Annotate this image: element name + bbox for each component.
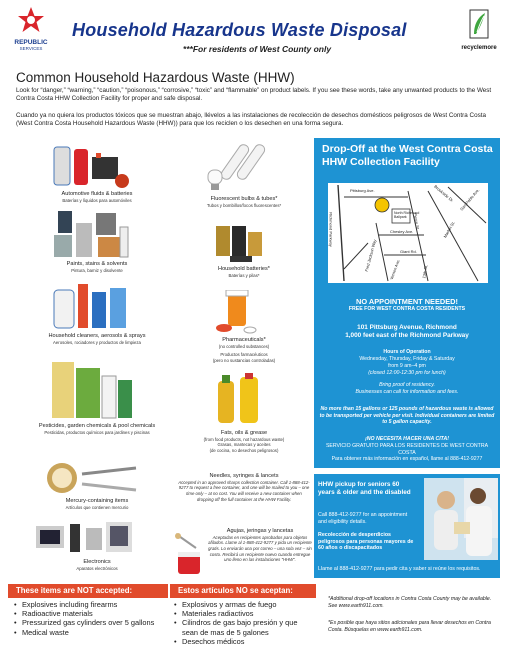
map-label-giant: Giant Rd. xyxy=(400,249,417,254)
item-fats-oils-sub3: (de cocina, no desechos peligrosos) xyxy=(209,447,279,453)
item-pesticides xyxy=(22,423,172,435)
item-fluorescent-sub: Tubos y bombillos/focos fluorescentes* xyxy=(206,202,282,208)
item-paints-sub: Pintura, barniz y disolvente xyxy=(71,267,123,273)
recycle-leaf-icon xyxy=(468,8,490,40)
es-gratuito: SERVICIO GRATUITO PARA LOS RESIDENTES DE WEST CONTRA COSTA xyxy=(325,443,489,456)
item-automotive-label: Automotive fluids & batteries xyxy=(61,191,133,197)
hours-lunch: (closed 12:00-12:30 pm for lunch) xyxy=(368,370,446,376)
es-no-cita: ¡NO NECESITA HACER UNA CITA! xyxy=(365,436,449,442)
note-english: *Additional drop-off locations in Contra Costa County may be available. See www.earth911.com. xyxy=(328,596,492,609)
es-info: Para obtener más información en español, llame al 888-412-9277 xyxy=(331,456,483,462)
no-se-aceptan-item: • Materiales radiactivos xyxy=(174,609,312,618)
logo-left-sub: SERVICES xyxy=(19,46,43,51)
item-household-batteries-sub: Baterías y pilas* xyxy=(228,272,260,278)
limit-text: No more than 15 gallons or 125 pounds of hazardous waste is allowed to be transported per vehicle per visit. Individual containers are limited to 5 gallon capacity. xyxy=(319,406,495,426)
cleaners-image xyxy=(52,282,132,330)
no-se-aceptan-item: • Desechos médicos xyxy=(174,637,312,646)
senior-photo xyxy=(424,478,498,560)
senior-es-title: Recolección de desperdicios peligrosos para personas mayores de 60 años o discapacitados xyxy=(318,532,414,552)
note-spanish: *Es posible que haya sitios adicionales para llevar desechos en Contra Costa. Búsquelas en www.earth911.com. xyxy=(328,620,491,633)
household-batteries-image xyxy=(210,222,270,262)
item-electronics-sub: Aparatos electrónicos xyxy=(76,565,118,571)
no-se-aceptan-list xyxy=(174,600,312,646)
automotive-products-image xyxy=(52,145,132,189)
item-fats-oils-label: Fats, oils & grease xyxy=(220,430,268,436)
item-pharmaceuticals-sub: (no controlled substances) xyxy=(218,343,270,349)
item-agujas-sub: Aceptadas en recipientes aprobados para objetos afilados. Llame al 1-888-412-9277 y pida un recipiente gratis. Lo enviarán una por correo – una sola vez – sin costo. Recibirá un recipiente nuevo cuando entregue uno lleno en las instalaciones “HHW”. xyxy=(208,534,312,563)
item-automotive-sub: Baterías y líquidos para automóviles xyxy=(62,197,132,203)
electronics-image xyxy=(34,520,134,556)
page-title: Household Hazardous Waste Disposal xyxy=(72,20,407,40)
facility-map xyxy=(328,183,488,283)
no-se-aceptan-heading: Estos artículos NO se aceptan: xyxy=(170,584,316,598)
item-fats-oils-sub2: Grasas, mantecas y aceites xyxy=(217,442,271,448)
item-pharmaceuticals xyxy=(176,337,312,364)
no-se-aceptan-item: • Explosivos y armas de fuego xyxy=(174,600,312,609)
sharps-container-image xyxy=(172,530,212,576)
item-electronics xyxy=(22,559,172,571)
mercury-items-image xyxy=(44,460,140,496)
senior-call: Call 888-412-9277 for an appointment and eligibility details. xyxy=(318,512,408,525)
not-accepted-item: • Pressurized gas cylinders over 5 gallons xyxy=(14,618,164,627)
not-accepted-list xyxy=(14,600,164,637)
item-mercury xyxy=(22,498,172,510)
intro-spanish: Cuando ya no quiera los productos tóxicos que se muestran abajo, llévelos a las instalaciones de recolección de desechos domésticos peligrosos de West Contra Costa (West Contra Costa Household Hazardous Waste (HHW)) para que los reciclen o los desechen en una forma segura. xyxy=(16,112,486,127)
logo-left-word: REPUBLIC xyxy=(14,39,48,46)
hours-title: Hours of Operation xyxy=(383,349,431,355)
item-fluorescent-label: Fluorescent bulbs & tubes* xyxy=(210,196,278,202)
logo-right-word: recyclemore xyxy=(461,45,497,51)
republic-services-logo xyxy=(6,6,56,54)
fluorescent-bulbs-image xyxy=(200,140,280,192)
item-needles-sub: Accepted in an approved sharps collection container. Call 1-888-412-9277 to request a free container, and one will be mailed to you – one time only – at no cost. You will receive a new container when dropping off the full container at the HHW Facility. xyxy=(178,479,310,502)
map-label-vernon: Vernon Ave. xyxy=(388,258,401,281)
hours-time: from 9 am–4 pm xyxy=(388,363,426,369)
address-line-1: 101 Pittsburg Avenue, Richmond xyxy=(357,324,457,331)
item-needles-label: Needles, syringes & lancets xyxy=(209,473,279,479)
not-accepted-item: • Medical waste xyxy=(14,628,164,637)
pesticides-image xyxy=(50,358,134,420)
map-label-pittsburg: Pittsburg Ave. xyxy=(350,188,375,193)
page-subtitle: ***For residents of West County only xyxy=(182,44,332,54)
map-label-ballpark: North Richmond Ballpark xyxy=(394,211,420,219)
republic-star-icon xyxy=(16,6,46,34)
map-label-chesley: Chesley Ave. xyxy=(390,229,414,234)
item-paints-label: Paints, stains & solvents xyxy=(66,261,128,267)
no-se-aceptan-item: • Cilindros de gas bajo presión y que sean de mas de 5 galones xyxy=(174,618,312,636)
not-accepted-item: • Explosives including firearms xyxy=(14,600,164,609)
item-cleaners xyxy=(22,333,172,345)
no-appointment-text: NO APPOINTMENT NEEDED! xyxy=(356,297,458,306)
item-mercury-label: Mercury-containing items xyxy=(65,498,129,504)
cooking-oil-image xyxy=(214,373,264,425)
pharmaceuticals-image xyxy=(214,290,264,334)
item-paints xyxy=(22,261,172,273)
map-label-pierce: Pierce St. xyxy=(412,212,421,231)
facility-marker xyxy=(375,198,389,212)
senior-title: HHW pickup for seniors 60 years & older and the disabled xyxy=(318,481,411,496)
not-accepted-item: • Radioactive materials xyxy=(14,609,164,618)
item-pesticides-label: Pesticides, garden chemicals & pool chemicals xyxy=(38,423,156,429)
address-line-2: 1,000 feet east of the Richmond Parkway xyxy=(345,332,469,339)
map-label-richmond-parkway: Richmond Parkway xyxy=(328,212,334,247)
item-agujas-label: Agujas, jeringas y lancetas xyxy=(226,528,294,534)
map-label-market: Market St. xyxy=(442,220,456,239)
hours-days: Wednesday, Thursday, Friday & Saturday xyxy=(359,356,455,362)
map-label-fred-jackson: Fred Jackson Way xyxy=(363,238,378,273)
intro-english: Look for “danger,” “warning,” “caution,” “poisonous,” “corrosive,” “toxic” and “flammable” on product labels. If you see these words, take any unwanted products to the West Contra Costa HHW Collection Facility for proper and safe disposal. xyxy=(16,87,492,102)
item-cleaners-label: Household cleaners, aerosols & sprays xyxy=(48,333,146,339)
item-pesticides-sub: Pesticidas, productos químicos para jardines y piscinas xyxy=(44,429,150,435)
recyclemore-logo xyxy=(452,8,506,54)
map-label-brookside: Brookside Dr. xyxy=(433,183,455,204)
business-text: Businesses can call for information and fees. xyxy=(355,389,459,395)
paints-image xyxy=(52,209,132,259)
item-pharmaceuticals-sub3: (pero no sustancias controladas) xyxy=(212,357,276,363)
not-accepted-heading: These items are NOT accepted: xyxy=(8,584,168,598)
item-agujas xyxy=(208,528,312,563)
map-label-san-pablo: San Pablo Ave. xyxy=(458,187,481,212)
item-fats-oils-sub: (from food products, not hazardous waste) xyxy=(203,436,285,442)
free-residents-text: FREE FOR WEST CONTRA COSTA RESIDENTS xyxy=(348,306,466,312)
senior-es-call: Llame al 888-412-9277 para pedir cita y saber si reúne los requisitos. xyxy=(318,566,481,572)
item-household-batteries-label: Household batteries* xyxy=(218,266,270,272)
residency-text: Bring proof of residency. xyxy=(379,382,435,388)
section-heading: Common Household Hazardous Waste (HHW) xyxy=(16,70,295,85)
item-cleaners-sub: Aerosoles, rociadores y productos de limpieza xyxy=(53,339,141,345)
item-pharmaceuticals-label: Pharmaceuticals* xyxy=(222,337,266,343)
item-electronics-label: Electronics xyxy=(83,559,111,565)
map-label-13th: 13th St. xyxy=(421,264,429,279)
dropoff-title: Drop-Off at the West Contra Costa HHW Collection Facility xyxy=(322,143,493,168)
item-pharmaceuticals-sub2: Productos farmacéuticos xyxy=(220,352,268,358)
item-mercury-sub: Artículos que contienen mercurio xyxy=(65,504,129,510)
item-automotive xyxy=(22,191,172,203)
item-fluorescent xyxy=(176,196,312,208)
item-fats-oils xyxy=(176,430,312,454)
item-needles xyxy=(178,473,310,502)
item-household-batteries xyxy=(176,266,312,278)
